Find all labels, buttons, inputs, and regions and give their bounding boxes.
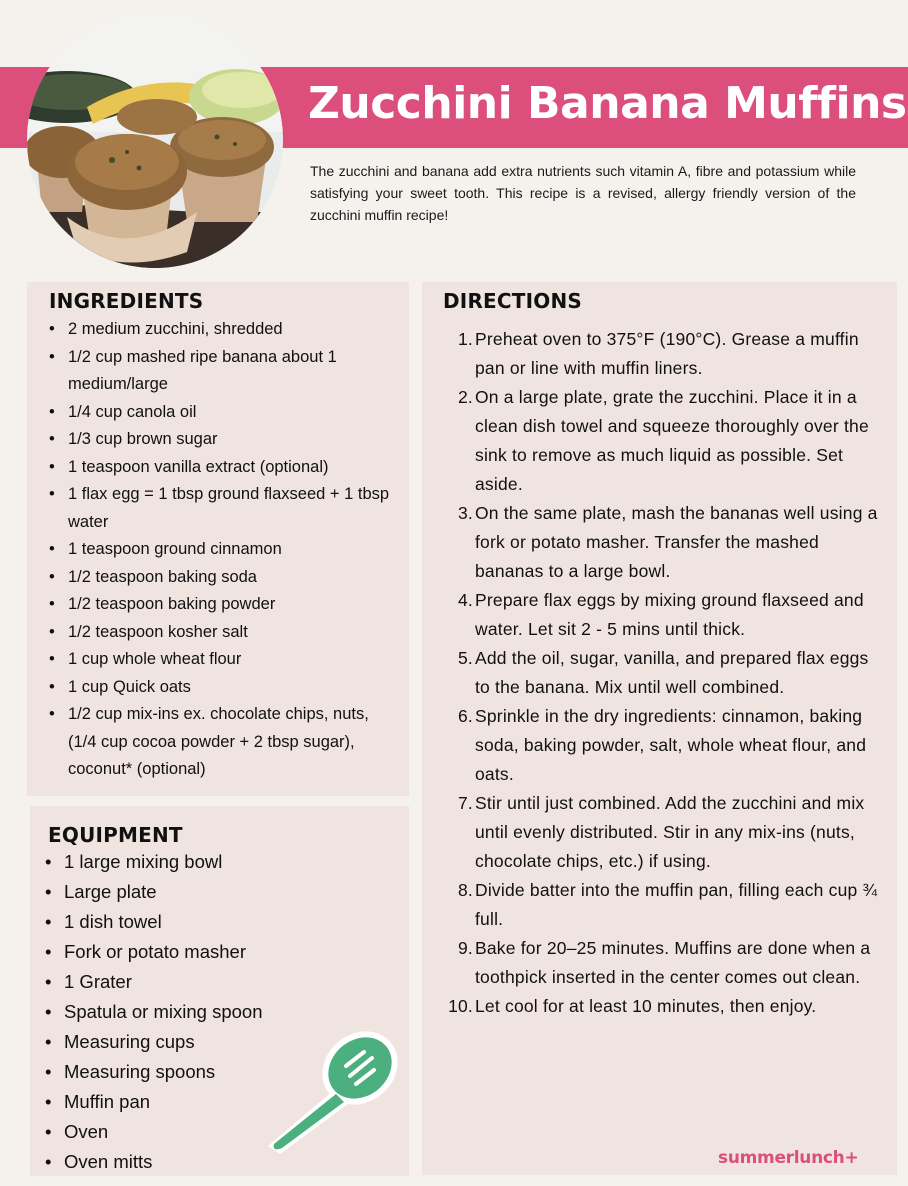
list-item: • Oven mitts [44,1147,344,1177]
list-item [442,644,887,702]
list-item: • 1/3 cup brown sugar [48,426,398,454]
recipe-intro: The zucchini and banana add extra nutrients such vitamin A, fibre and potassium while satisfying your sweet tooth. This recipe is a revised, allergy friendly version of the zucchini muffin recipe! [310,163,856,223]
list-item [442,934,887,992]
list-item [442,876,887,934]
ingredients-list [48,316,398,784]
list-item: • Oven [44,1117,344,1147]
step-text: Bake for 20–25 minutes. Muffins are done when a toothpick inserted in the center comes out clean. [475,938,871,987]
list-item: • 1/2 teaspoon kosher salt [48,619,398,647]
step-number: 2. [458,387,473,407]
directions-list [442,325,887,1021]
list-item: • 1 flax egg = 1 tbsp ground flaxseed + 1 tbsp water [48,481,398,536]
list-item: • 1 Grater [44,967,344,997]
list-item: • 1 large mixing bowl [44,847,344,877]
page-title: Zucchini Banana Muffins [308,78,907,129]
step-text: Let cool for at least 10 minutes, then enjoy. [475,996,817,1016]
step-text: Add the oil, sugar, vanilla, and prepared flax eggs to the banana. Mix until well combined. [475,648,869,697]
step-text: Preheat oven to 375°F (190°C). Grease a muffin pan or line with muffin liners. [475,329,859,378]
step-text: Stir until just combined. Add the zucchini and mix until evenly distributed. Stir in any mix-ins (nuts, chocolate chips, etc.) if using. [475,793,865,871]
step-number: 4. [458,590,473,610]
step-number: 8. [458,880,473,900]
list-item: • Measuring spoons [44,1057,344,1087]
list-item: • Large plate [44,877,344,907]
list-item: • 1 cup Quick oats [48,674,398,702]
list-item: • 1/2 teaspoon baking soda [48,564,398,592]
list-item: • Muffin pan [44,1087,344,1117]
list-item [442,702,887,789]
brand-logo: summerlunch+ [718,1148,859,1168]
step-number: 7. [458,793,473,813]
list-item: • 1/2 teaspoon baking powder [48,591,398,619]
list-item: • 1 teaspoon ground cinnamon [48,536,398,564]
step-number: 3. [458,503,473,523]
step-number: 10. [448,996,473,1016]
muffin-photo [27,12,283,268]
list-item [442,383,887,499]
step-text: On a large plate, grate the zucchini. Place it in a clean dish towel and squeeze thoroughly over the sink to remove as much liquid as possible. Set aside. [475,387,869,494]
list-item: • Spatula or mixing spoon [44,997,344,1027]
list-item: • 2 medium zucchini, shredded [48,316,398,344]
list-item: • Measuring cups [44,1027,344,1057]
list-item [442,499,887,586]
list-item: • 1/4 cup canola oil [48,399,398,427]
list-item: • 1 dish towel [44,907,344,937]
list-item: • 1 cup whole wheat flour [48,646,398,674]
step-number: 5. [458,648,473,668]
step-text: Divide batter into the muffin pan, filling each cup ¾ full. [475,880,878,929]
list-item [442,325,887,383]
slotted-spoon-icon [262,1026,402,1156]
step-text: On the same plate, mash the bananas well using a fork or potato masher. Transfer the mashed bananas to a large bowl. [475,503,878,581]
step-text: Sprinkle in the dry ingredients: cinnamon, baking soda, baking powder, salt, whole wheat flour, and oats. [475,706,867,784]
step-text: Prepare flax eggs by mixing ground flaxseed and water. Let sit 2 - 5 mins until thick. [475,590,864,639]
ingredients-heading: INGREDIENTS [49,289,204,313]
equipment-heading: EQUIPMENT [48,823,183,847]
list-item [442,992,887,1021]
list-item: • 1 teaspoon vanilla extract (optional) [48,454,398,482]
list-item [442,586,887,644]
directions-heading: DIRECTIONS [443,289,583,313]
step-number: 1. [458,329,473,349]
step-number: 9. [458,938,473,958]
list-item: • 1/2 cup mashed ripe banana about 1 medium/large [48,344,398,399]
step-number: 6. [458,706,473,726]
list-item: • 1/2 cup mix-ins ex. chocolate chips, nuts, (1/4 cup cocoa powder + 2 tbsp sugar), coconut* (optional) [48,701,398,784]
list-item [442,789,887,876]
list-item: • Fork or potato masher [44,937,344,967]
